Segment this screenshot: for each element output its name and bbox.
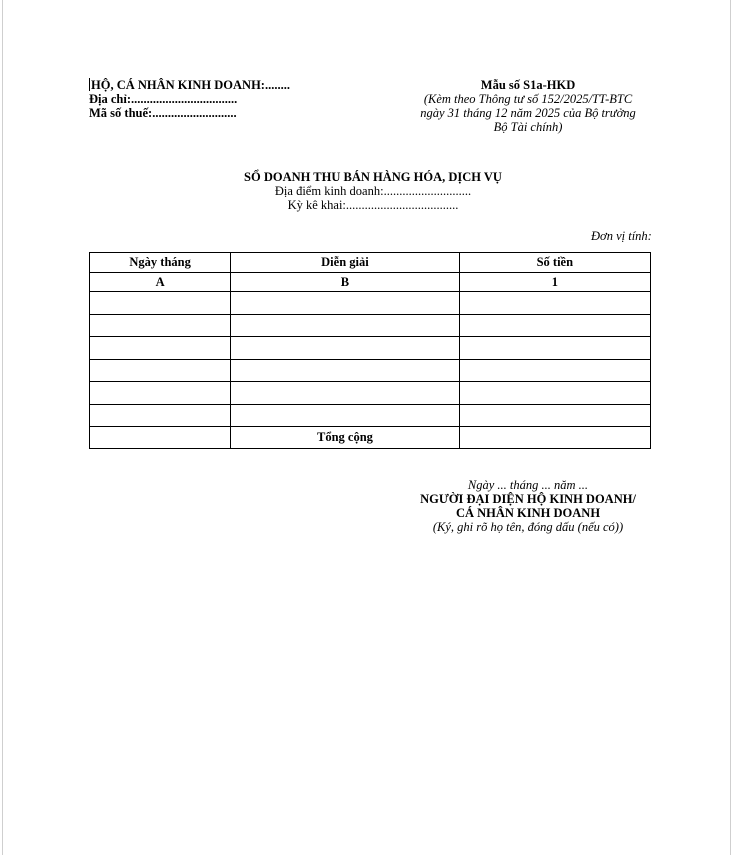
total-date-cell[interactable] (90, 427, 231, 449)
index-a: A (90, 273, 231, 292)
index-b: B (231, 273, 459, 292)
form-reference (398, 78, 658, 134)
ledger-title-block (203, 170, 543, 212)
form-note-line-3: Bộ Tài chính) (493, 120, 563, 134)
business-info (89, 78, 290, 120)
form-note-line-2: ngày 31 tháng 12 năm 2025 của Bộ trưởng (420, 106, 636, 120)
date-cell[interactable] (90, 404, 231, 427)
business-location-label[interactable]: Địa điểm kinh doanh:............................ (274, 184, 472, 198)
form-code: Mẫu số S1a-HKD (480, 78, 576, 92)
table-total-row (90, 427, 651, 449)
business-name-label: HỘ, CÁ NHÂN KINH DOANH:........ (91, 78, 290, 92)
total-amount-cell[interactable] (459, 427, 650, 449)
date-cell[interactable] (90, 382, 231, 405)
table-row (90, 337, 651, 360)
table-header-row (90, 253, 651, 273)
signature-instruction: (Ký, ghi rõ họ tên, đóng dấu (nếu có)) (432, 520, 624, 534)
amount-cell[interactable] (459, 314, 650, 337)
document-page (2, 0, 731, 855)
revenue-table (89, 252, 651, 449)
total-label: Tổng cộng (231, 427, 459, 449)
index-1: 1 (459, 273, 650, 292)
amount-cell[interactable] (459, 359, 650, 382)
business-name-line[interactable] (89, 78, 290, 92)
tax-code-label[interactable]: Mã số thuế:........................... (89, 106, 237, 120)
table-row (90, 404, 651, 427)
date-cell[interactable] (90, 314, 231, 337)
form-note-line-1: (Kèm theo Thông tư số 152/2025/TT-BTC (423, 92, 633, 106)
address-label[interactable]: Địa chỉ:.................................. (89, 92, 238, 106)
description-cell[interactable] (231, 359, 459, 382)
text-cursor (89, 78, 90, 91)
description-cell[interactable] (231, 337, 459, 360)
ledger-title: SỔ DOANH THU BÁN HÀNG HÓA, DỊCH VỤ (244, 170, 502, 184)
header-date: Ngày tháng (90, 253, 231, 273)
table-row (90, 359, 651, 382)
signature-title-line-2: CÁ NHÂN KINH DOANH (455, 506, 601, 520)
signature-date-line: Ngày ... tháng ... năm ... (467, 478, 589, 492)
declaration-period-label[interactable]: Kỳ kê khai:.................................... (287, 198, 459, 212)
date-cell[interactable] (90, 337, 231, 360)
table-index-row (90, 273, 651, 292)
amount-cell[interactable] (459, 292, 650, 315)
description-cell[interactable] (231, 292, 459, 315)
signature-title-line-1: NGƯỜI ĐẠI DIỆN HỘ KINH DOANH/ (420, 492, 636, 506)
signature-block (398, 478, 658, 534)
unit-label: Đơn vị tính: (591, 229, 652, 243)
header-description: Diễn giải (231, 253, 459, 273)
table-row (90, 292, 651, 315)
table-row (90, 382, 651, 405)
date-cell[interactable] (90, 359, 231, 382)
date-cell[interactable] (90, 292, 231, 315)
amount-cell[interactable] (459, 337, 650, 360)
table-row (90, 314, 651, 337)
amount-cell[interactable] (459, 404, 650, 427)
description-cell[interactable] (231, 382, 459, 405)
header-amount: Số tiền (459, 253, 650, 273)
description-cell[interactable] (231, 404, 459, 427)
description-cell[interactable] (231, 314, 459, 337)
amount-cell[interactable] (459, 382, 650, 405)
